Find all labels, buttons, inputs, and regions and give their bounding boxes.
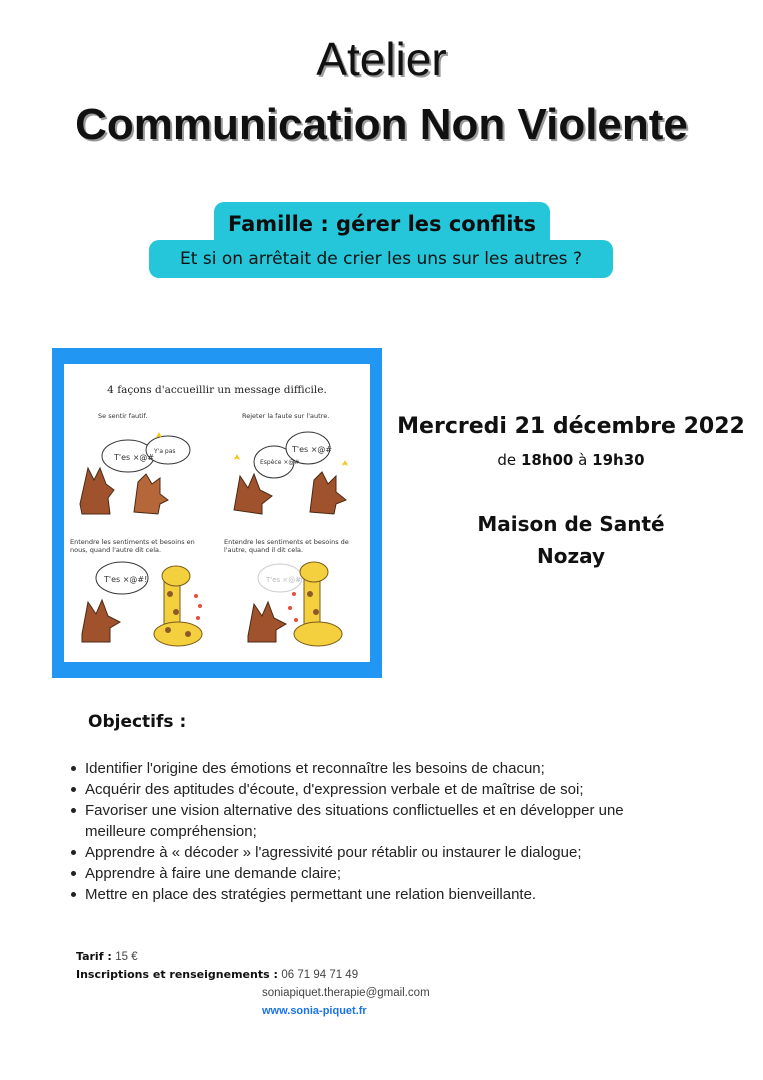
event-venue: [396, 508, 746, 572]
event-time: [396, 451, 746, 469]
phone-number: 06 71 94 71 49: [281, 969, 359, 981]
list-item: Favoriser une vision alternative des situations conflictuelles et en développer une meilleure compréhension;: [66, 800, 666, 842]
email-address[interactable]: soniapiquet.therapie@gmail.com: [262, 987, 430, 999]
bubble-4: T'es ×@#: [292, 445, 333, 454]
event-date: Mercredi 21 décembre 2022: [397, 414, 745, 439]
cartoon-drawing: [64, 364, 370, 662]
wolf-icon: [234, 472, 346, 514]
bubble-1: T'es ×@#: [114, 453, 155, 462]
list-item: Acquérir des aptitudes d'écoute, d'expression verbale et de maîtrise de soi;: [66, 779, 666, 800]
bubble-2: Y'a pas: [154, 448, 176, 455]
bubble-3: Espèce ×@#: [260, 459, 300, 466]
time-prefix: de: [497, 451, 517, 469]
question-banner: Et si on arrêtait de crier les uns sur les autres ?: [149, 240, 613, 278]
bubble-6: T'es ×@#: [266, 576, 302, 584]
wolf-icon: [82, 600, 120, 642]
time-end: 19h30: [592, 451, 645, 469]
list-item: Apprendre à faire une demande claire;: [66, 863, 666, 884]
wolf-icon: [248, 602, 286, 642]
objectives-heading: Objectifs :: [88, 712, 187, 732]
objectives-list: [66, 758, 666, 905]
time-start: 18h00: [520, 451, 574, 469]
list-item: Apprendre à « décoder » l'agressivité pour rétablir ou instaurer le dialogue;: [66, 842, 666, 863]
wolf-icon: [80, 468, 168, 514]
contact-info: [76, 948, 430, 1020]
giraffe-icon: [294, 562, 342, 646]
title-atelier: Atelier: [316, 33, 447, 85]
illustration: [64, 364, 370, 662]
website-link[interactable]: www.sonia-piquet.fr: [262, 1005, 367, 1017]
tarif-label: Tarif :: [76, 950, 112, 963]
illustration-title: 4 façons d'accueillir un message difficile.: [107, 384, 327, 396]
theme-banner: Famille : gérer les conflits: [214, 202, 550, 246]
list-item: Identifier l'origine des émotions et reconnaître les besoins de chacun;: [66, 758, 666, 779]
caption-2: Rejeter la faute sur l'autre.: [242, 412, 330, 420]
tarif-value: 15 €: [115, 951, 138, 963]
giraffe-icon: [154, 566, 202, 646]
venue-name: Maison de Santé: [477, 512, 665, 536]
time-separator: à: [578, 451, 588, 469]
caption-1: Se sentir fautif.: [98, 412, 148, 420]
inscriptions-label: Inscriptions et renseignements :: [76, 968, 278, 981]
illustration-frame: [52, 348, 382, 678]
list-item: Mettre en place des stratégies permettant une relation bienveillante.: [66, 884, 666, 905]
caption-4: Entendre les sentiments et besoins de l'autre, quand il dit cela.: [224, 538, 349, 554]
bubble-5: T'es ×@#!: [104, 575, 148, 584]
caption-3: Entendre les sentiments et besoins en nous, quand l'autre dit cela.: [70, 538, 195, 554]
title-cnv: Communication Non Violente: [75, 100, 688, 149]
venue-town: Nozay: [536, 544, 606, 568]
